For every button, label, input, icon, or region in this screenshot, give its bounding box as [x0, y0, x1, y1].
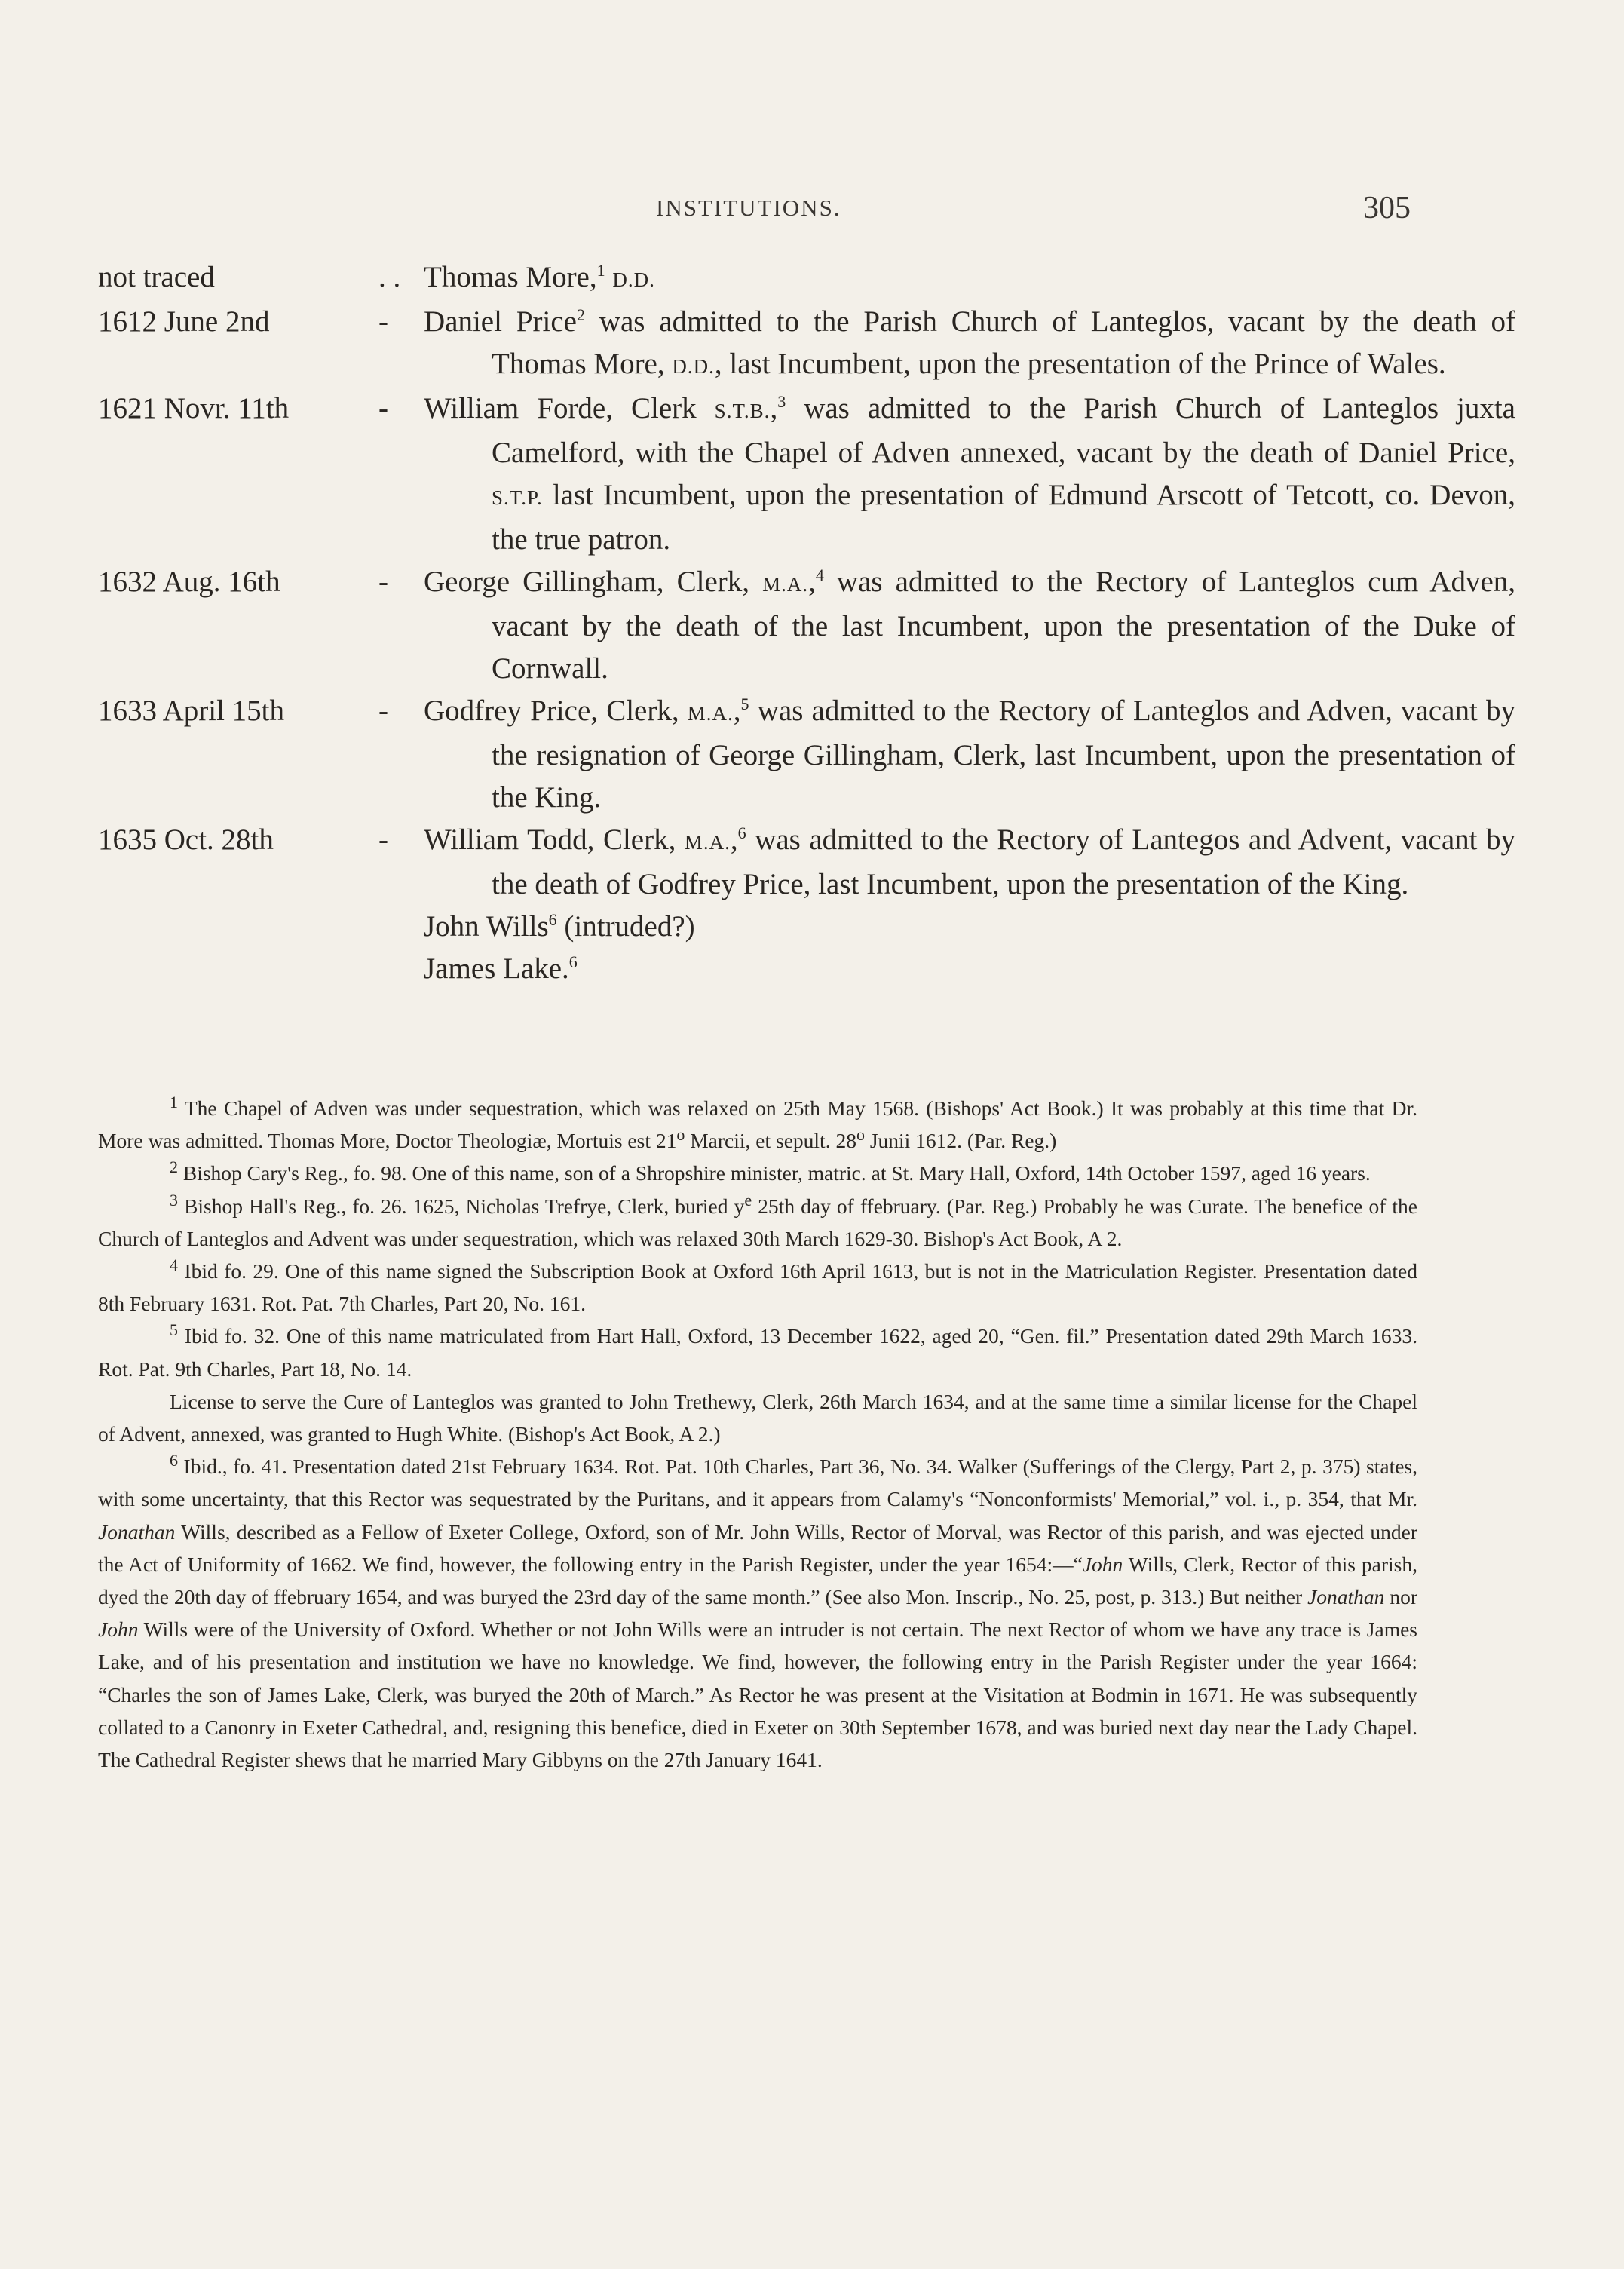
undated-incumbents — [424, 906, 1425, 990]
entry-row — [98, 819, 1516, 906]
entry-row — [98, 690, 1516, 819]
entry-row — [98, 256, 1425, 301]
entry-text: Thomas More,$^1$ D.D. — [424, 261, 655, 293]
entry-separator: - — [378, 305, 388, 338]
entry-text: Godfrey Price, Clerk, M.A.,$^5$ was admitted to the Rectory of Lanteglos and Adven, vacant by the resignation of George Gillingham, Clerk, last Incumbent, upon the presentation of the King. — [424, 694, 1516, 814]
entry-row — [98, 561, 1515, 690]
entry-text: William Todd, Clerk, M.A.,$^6$ was admitted to the Rectory of Lantegos and Advent, vacant by the death of Godfrey Price, last Incumbent, upon the presentation of the King. — [424, 823, 1516, 900]
entry-date: 1612 June 2nd — [98, 305, 270, 338]
footnote: $^1$ The Chapel of Adven was under sequestration, which was relaxed on 25th May 1568. (Bishops' Act Book.) It was probably at this time that Dr. More was admitted. Thomas More, Doctor Theologiæ, Mortuis est 21$^o$ Marcii, et sepult. 28$^o$ Junii 1612. (Par. Reg.) — [98, 1092, 1417, 1153]
entry-date: 1621 Novr. 11th — [98, 392, 290, 425]
entry-date: not traced — [98, 261, 215, 293]
entry-row — [98, 301, 1516, 388]
entry-date: 1633 April 15th — [98, 694, 285, 727]
incumbent-name: James Lake.$^6$ — [424, 952, 578, 985]
entry-separator: - — [378, 694, 388, 727]
footnote: $^3$ Bishop Hall's Reg., fo. 26. 1625, Nicholas Trefrye, Clerk, buried $y^e$ 25th day of ffebruary. (Par. Reg.) Probably he was Curate. The benefice of the Church of Lanteglos and Advent was under sequestration, which was relaxed 30th March 1629-30. Bishop's Act Book, A 2. — [98, 1190, 1418, 1250]
entry-text: George Gillingham, Clerk, M.A.,$^4$ was admitted to the Rectory of Lanteglos cum Adven, vacant by the death of the last Incumbent, upon the presentation of the Duke of Cornwall. — [424, 566, 1515, 685]
footnote-continuation: License to serve the Cure of Lanteglos was granted to John Trethewy, Clerk, 26th March 1634, and at the same time a similar license for the Chapel of Advent, annexed, was granted to Hugh White. (Bishop's Act Book, A 2.) — [98, 1389, 1417, 1446]
running-head-title: INSTITUTIONS. — [656, 195, 841, 221]
entry-row — [98, 388, 1515, 561]
footnotes — [98, 1092, 1417, 1776]
entry-separator: - — [378, 823, 388, 856]
footnote: $^2$ Bishop Cary's Reg., fo. 98. One of this name, son of a Shropshire minister, matric. at St. Mary Hall, Oxford, 14th October 1597, aged 16 years. — [170, 1157, 1371, 1185]
entry-separator: - — [378, 566, 388, 598]
entry-date: 1632 Aug. 16th — [98, 566, 280, 598]
footnote: $^4$ Ibid fo. 29. One of this name signed the Subscription Book at Oxford 16th April 1613, but is not in the Matriculation Register. Presentation dated 8th February 1631. Rot. Pat. 7th Charles, Part 20, No. 161. — [98, 1255, 1417, 1316]
entry-text: William Forde, Clerk S.T.B.,$^3$ was admitted to the Parish Church of Lanteglos juxta Camelford, with the Chapel of Adven annexed, vacant by the death of Daniel Price, S.T.P. last Incumbent, upon the presentation of Edmund Arscott of Tetcott, co. Devon, the true patron. — [424, 392, 1515, 556]
entry-separator: . . — [378, 261, 401, 293]
running-head — [0, 191, 1624, 232]
entry-date: 1635 Oct. 28th — [98, 823, 274, 856]
page-number: 305 — [1363, 191, 1411, 225]
footnote: $^5$ Ibid fo. 32. One of this name matriculated from Hart Hall, Oxford, 13 December 1622, aged 20, “Gen. fil.” Presentation dated 29th March 1633. Rot. Pat. 9th Charles, Part 18, No. 14. — [98, 1320, 1418, 1381]
footnote: $^6$ Ibid., fo. 41. Presentation dated 21st February 1634. Rot. Pat. 10th Charles, Part 36, No. 34. Walker (Sufferings of the Clergy, Part 2, p. 375) states, with some uncertainty, that this Rector was sequestrated by the Puritans, and it appears from Calamy's “Nonconformists' Memorial,” vol. i., p. 354, that Mr. Jonathan Wills, described as a Fellow of Exeter College, Oxford, son of Mr. John Wills, Rector of Morval, was Rector of this parish, and was ejected under the Act of Uniformity of 1662. We find, however, the following entry in the Parish Register, under the year 1654:—“John Wills, Clerk, Rector of this parish, dyed the 20th day of ffebruary 1654, and was buryed the 23rd day of the same month.” (See also Mon. Inscrip., No. 25, post, p. 313.) But neither Jonathan nor John Wills were of the University of Oxford. Whether or not John Wills were an intruder is not certain. The next Rector of whom we have any trace is James Lake, and of his presentation and institution we have no knowledge. We find, however, the following entry in the Parish Register under the year 1664: “Charles the son of James Lake, Clerk, was buryed the 20th of March.” As Rector he was present at the Visitation at Bodmin in 1671. He was subsequently collated to a Canonry in Exeter Cathedral, and, resigning this benefice, died in Exeter on 30th September 1678, and was buried next day near the Lady Chapel. The Cathedral Register shews that he married Mary Gibbyns on the 27th January 1641. — [98, 1451, 1417, 1772]
incumbent-name: John Wills$^6$ (intruded?) — [424, 910, 695, 943]
entry-text: Daniel Price$^2$ was admitted to the Parish Church of Lanteglos, vacant by the death of Thomas More, D.D., last Incumbent, upon the presentation of the Prince of Wales. — [424, 305, 1516, 380]
entry-separator: - — [378, 392, 388, 425]
institutions-list — [98, 256, 1516, 990]
